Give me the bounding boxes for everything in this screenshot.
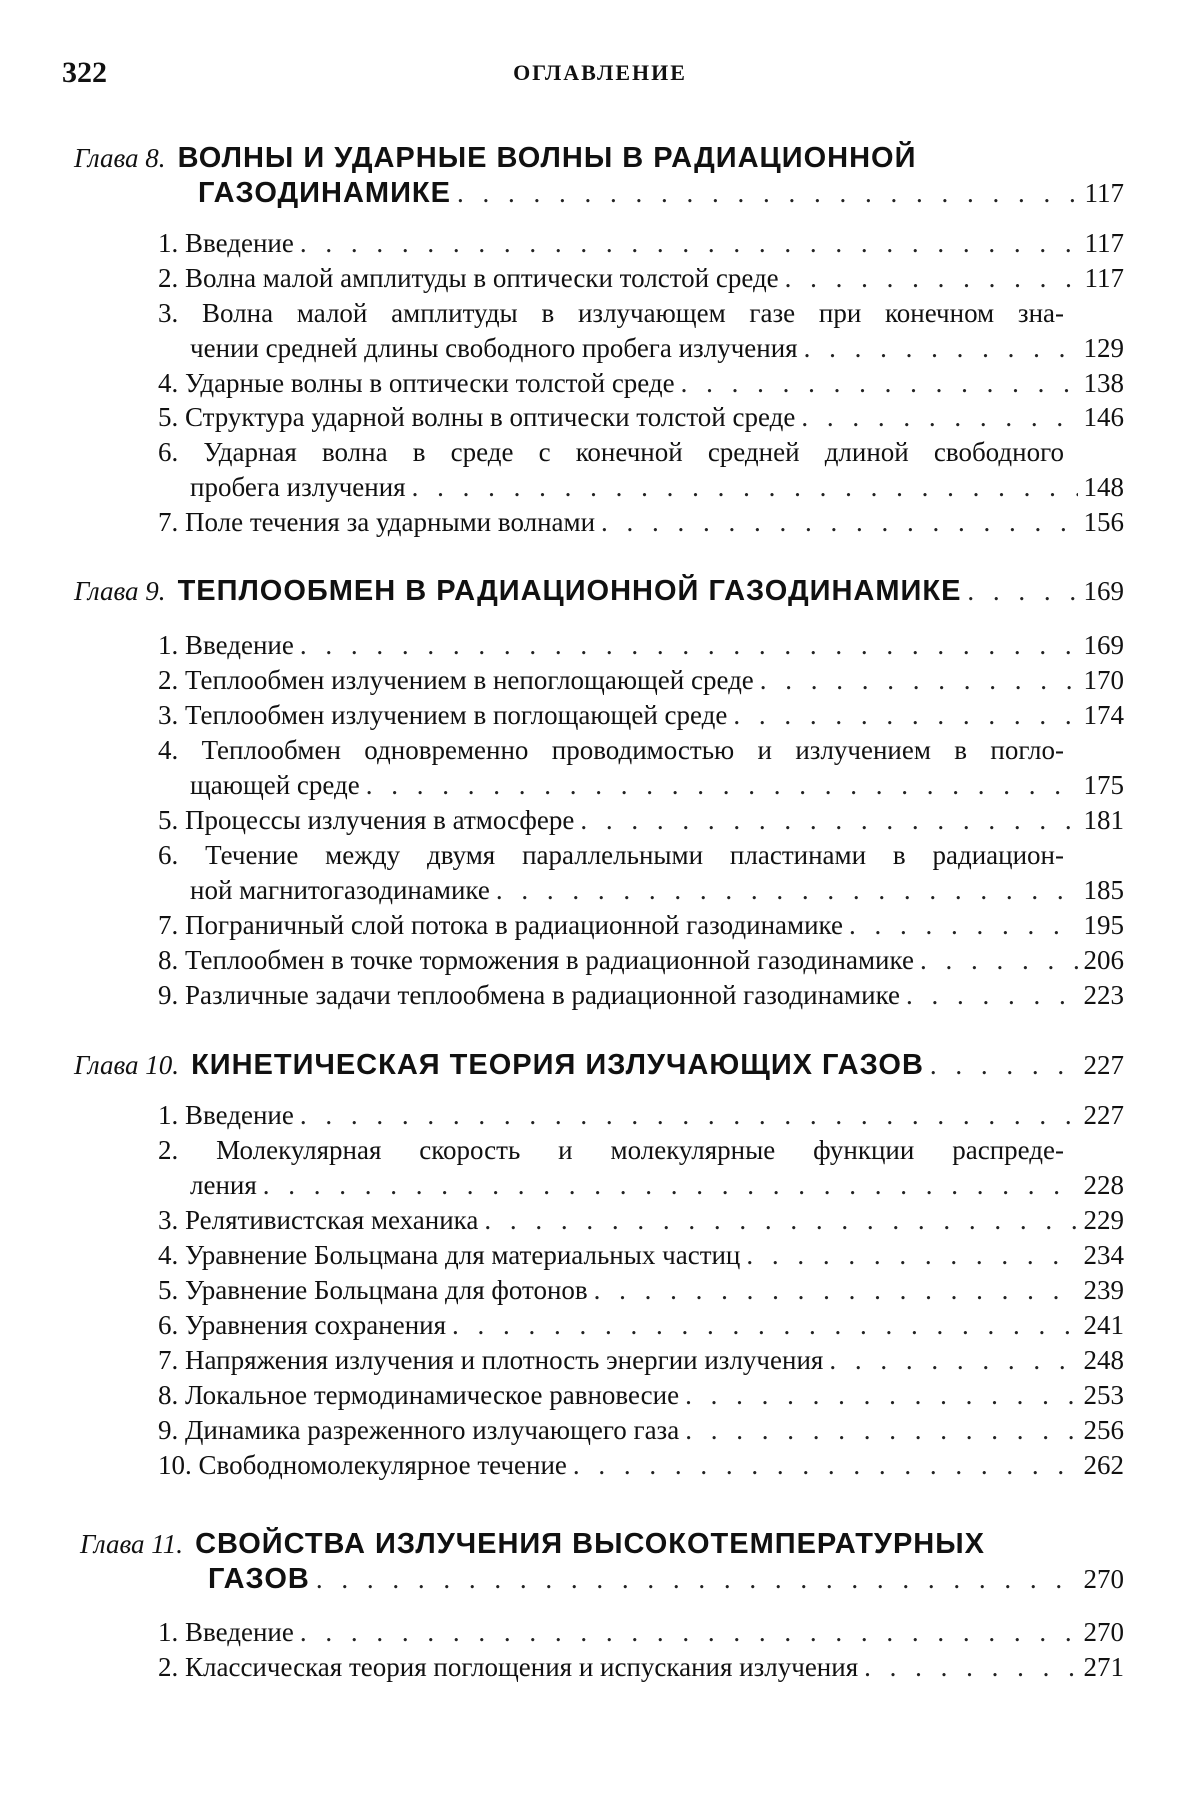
chapter-label: Глава 8.	[74, 143, 166, 174]
dot-leader	[300, 1617, 1078, 1648]
toc-entry[interactable]: 2. Молекулярная скорость и молекулярные функции распреде-	[158, 1135, 1064, 1166]
page-ref: 148	[1084, 472, 1125, 503]
page-ref: 117	[1085, 228, 1125, 259]
page-ref: 228	[1084, 1170, 1125, 1201]
dot-leader	[801, 402, 1077, 433]
toc-entry[interactable]: 3. Волна малой амплитуды в излучающем газе при конечном зна-	[158, 298, 1064, 329]
entry-title: 7. Пограничный слой потока в радиационной газодинамике	[158, 910, 843, 941]
entry-title: щающей среде	[190, 770, 360, 801]
dot-leader	[733, 700, 1077, 731]
page-ref: 270	[1084, 1564, 1125, 1595]
toc-entry[interactable]	[158, 805, 1124, 836]
dot-leader	[746, 1240, 1077, 1271]
toc-entry-cont[interactable]	[190, 1170, 1124, 1201]
toc-page	[0, 0, 1200, 1808]
toc-entry[interactable]	[158, 1240, 1124, 1271]
page-ref: 185	[1084, 875, 1125, 906]
page-ref: 229	[1084, 1205, 1125, 1236]
toc-entry-cont[interactable]	[190, 472, 1124, 503]
toc-entry[interactable]	[158, 700, 1124, 731]
dot-leader	[573, 1450, 1078, 1481]
toc-entry[interactable]	[158, 665, 1124, 696]
toc-entry-cont[interactable]	[190, 333, 1124, 364]
entry-title: пробега излучения	[190, 472, 406, 503]
entry-title: 5. Структура ударной волны в оптически толстой среде	[158, 402, 795, 433]
page-ref: 181	[1084, 805, 1125, 836]
dot-leader	[967, 576, 1077, 607]
chapter-heading	[74, 142, 1124, 175]
entry-title: 5. Уравнение Больцмана для фотонов	[158, 1275, 588, 1306]
dot-leader	[849, 910, 1078, 941]
entry-title: ления	[190, 1170, 257, 1201]
entry-title: 1. Введение	[158, 630, 294, 661]
chapter-title: ГАЗОДИНАМИКЕ	[198, 177, 451, 210]
toc-entry[interactable]	[158, 1100, 1124, 1131]
page-ref: 170	[1084, 665, 1125, 696]
page-ref: 239	[1084, 1275, 1125, 1306]
entry-title: 7. Поле течения за ударными волнами	[158, 507, 595, 538]
page-ref: 146	[1084, 402, 1125, 433]
page-ref: 241	[1084, 1310, 1125, 1341]
dot-leader	[601, 507, 1077, 538]
chapter-heading	[74, 1049, 1124, 1082]
toc-entry[interactable]	[158, 1617, 1124, 1648]
toc-entry[interactable]	[158, 630, 1124, 661]
toc-entry[interactable]	[158, 1380, 1124, 1411]
entry-title: 8. Теплообмен в точке торможения в радиационной газодинамике	[158, 945, 914, 976]
dot-leader	[484, 1205, 1077, 1236]
dot-leader	[316, 1564, 1078, 1595]
dot-leader	[496, 875, 1078, 906]
dot-leader	[685, 1380, 1077, 1411]
entry-title: 9. Различные задачи теплообмена в радиационной газодинамике	[158, 980, 900, 1011]
page-ref: 117	[1085, 263, 1125, 294]
entry-title: чении средней длины свободного пробега излучения	[190, 333, 798, 364]
toc-entry[interactable]	[158, 945, 1124, 976]
entry-title: 1. Введение	[158, 228, 294, 259]
entry-title: 7. Напряжения излучения и плотность энергии излучения	[158, 1345, 823, 1376]
toc-entry-cont[interactable]	[190, 875, 1124, 906]
entry-title: 3. Теплообмен излучением в поглощающей среде	[158, 700, 727, 731]
entry-title: 3. Релятивистская механика	[158, 1205, 478, 1236]
page-ref: 256	[1084, 1415, 1125, 1446]
toc-entry[interactable]	[158, 1310, 1124, 1341]
toc-entry[interactable]	[158, 910, 1124, 941]
chapter-title: СВОЙСТВА ИЗЛУЧЕНИЯ ВЫСОКОТЕМПЕРАТУРНЫХ	[195, 1528, 985, 1561]
entry-title: 9. Динамика разреженного излучающего газа	[158, 1415, 679, 1446]
page-ref: 169	[1084, 630, 1125, 661]
page-ref: 195	[1084, 910, 1125, 941]
chapter-label: Глава 9.	[74, 576, 166, 607]
entry-title: ной магнитогазодинамике	[190, 875, 490, 906]
chapter-title: КИНЕТИЧЕСКАЯ ТЕОРИЯ ИЗЛУЧАЮЩИХ ГАЗОВ	[191, 1049, 924, 1082]
dot-leader	[685, 1415, 1077, 1446]
chapter-heading-cont	[198, 177, 1124, 210]
entry-title: 1. Введение	[158, 1100, 294, 1131]
page-ref: 271	[1084, 1652, 1125, 1683]
dot-leader	[457, 178, 1079, 209]
toc-entry[interactable]: 6. Ударная волна в среде с конечной средней длиной свободного	[158, 437, 1064, 468]
dot-leader	[452, 1310, 1077, 1341]
dot-leader	[804, 333, 1078, 364]
toc-entry[interactable]: 4. Теплообмен одновременно проводимостью и излучением в погло-	[158, 735, 1064, 766]
toc-entry[interactable]	[158, 228, 1124, 259]
toc-entry[interactable]	[158, 1652, 1124, 1683]
entry-title: 2. Теплообмен излучением в непоглощающей среде	[158, 665, 754, 696]
page-ref: 156	[1084, 507, 1125, 538]
chapter-heading	[74, 575, 1124, 608]
entry-title: 6. Уравнения сохранения	[158, 1310, 446, 1341]
dot-leader	[366, 770, 1078, 801]
toc-entry[interactable]	[158, 263, 1124, 294]
page-ref: 138	[1084, 368, 1125, 399]
toc-entry[interactable]: 6. Течение между двумя параллельными пластинами в радиацион-	[158, 840, 1064, 871]
chapter-label: Глава 11.	[80, 1529, 183, 1560]
page-ref: 248	[1084, 1345, 1125, 1376]
chapter-title: ГАЗОВ	[208, 1563, 310, 1596]
dot-leader	[412, 472, 1078, 503]
entry-title: 8. Локальное термодинамическое равновесие	[158, 1380, 679, 1411]
toc-entry[interactable]	[158, 1275, 1124, 1306]
toc-entry[interactable]	[158, 1450, 1124, 1481]
dot-leader	[263, 1170, 1078, 1201]
dot-leader	[829, 1345, 1077, 1376]
chapter-heading-cont	[208, 1563, 1124, 1596]
page-ref: 227	[1084, 1100, 1125, 1131]
entry-title: 2. Волна малой амплитуды в оптически толстой среде	[158, 263, 779, 294]
dot-leader	[300, 228, 1079, 259]
dot-leader	[920, 945, 1078, 976]
page-ref: 253	[1084, 1380, 1125, 1411]
page-number: 322	[62, 56, 107, 90]
toc-entry[interactable]	[158, 1415, 1124, 1446]
dot-leader	[930, 1050, 1078, 1081]
toc-entry[interactable]	[158, 1205, 1124, 1236]
entry-title: 10. Свободномолекулярное течение	[158, 1450, 567, 1481]
dot-leader	[580, 805, 1077, 836]
running-title: ОГЛАВЛЕНИЕ	[0, 60, 1200, 86]
entry-title: 5. Процессы излучения в атмосфере	[158, 805, 574, 836]
page-ref: 129	[1084, 333, 1125, 364]
dot-leader	[906, 980, 1077, 1011]
page-ref: 169	[1084, 576, 1125, 607]
page-ref: 262	[1084, 1450, 1125, 1481]
page-ref: 174	[1084, 700, 1125, 731]
toc-entry-cont[interactable]	[190, 770, 1124, 801]
dot-leader	[300, 1100, 1078, 1131]
toc-entry[interactable]	[158, 980, 1124, 1011]
chapter-title: ТЕПЛООБМЕН В РАДИАЦИОННОЙ ГАЗОДИНАМИКЕ	[178, 575, 962, 608]
page-ref: 270	[1084, 1617, 1125, 1648]
page-ref: 227	[1084, 1050, 1125, 1081]
toc-entry[interactable]	[158, 368, 1124, 399]
entry-title: 2. Классическая теория поглощения и испускания излучения	[158, 1652, 858, 1683]
page-ref: 117	[1085, 178, 1125, 209]
dot-leader	[785, 263, 1079, 294]
entry-title: 4. Ударные волны в оптически толстой среде	[158, 368, 675, 399]
chapter-title: ВОЛНЫ И УДАРНЫЕ ВОЛНЫ В РАДИАЦИОННОЙ	[178, 142, 917, 175]
dot-leader	[681, 368, 1078, 399]
chapter-heading	[80, 1528, 1124, 1561]
entry-title: 4. Уравнение Больцмана для материальных частиц	[158, 1240, 740, 1271]
dot-leader	[864, 1652, 1077, 1683]
toc-entry[interactable]	[158, 402, 1124, 433]
page-ref: 175	[1084, 770, 1125, 801]
dot-leader	[594, 1275, 1078, 1306]
dot-leader	[300, 630, 1078, 661]
page-ref: 234	[1084, 1240, 1125, 1271]
entry-title: 1. Введение	[158, 1617, 294, 1648]
toc-entry[interactable]	[158, 1345, 1124, 1376]
chapter-label: Глава 10.	[74, 1050, 179, 1081]
dot-leader	[760, 665, 1078, 696]
page-ref: 206	[1084, 945, 1125, 976]
toc-entry[interactable]	[158, 507, 1124, 538]
page-ref: 223	[1084, 980, 1125, 1011]
